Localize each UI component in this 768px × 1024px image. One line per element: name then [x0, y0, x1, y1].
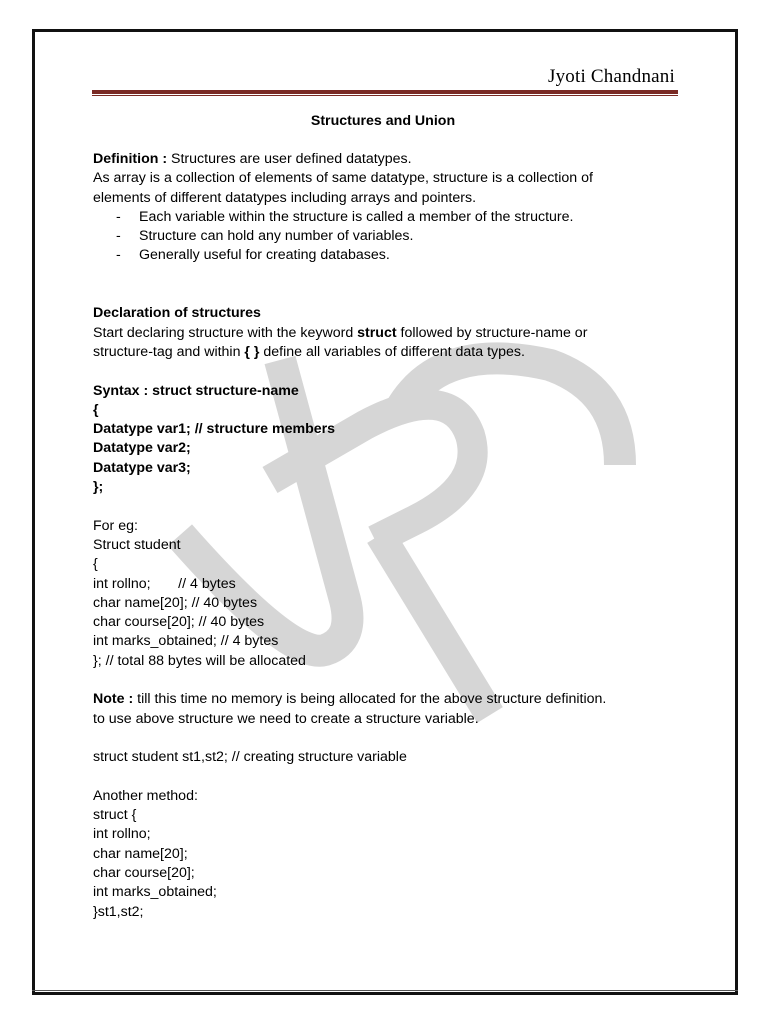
alt-method-line: char course[20];: [93, 864, 195, 881]
document-body: [93, 112, 693, 922]
example-line: {: [93, 556, 98, 573]
header-rule-thin: [92, 95, 678, 96]
alt-method-line: struct {: [93, 807, 137, 824]
syntax-line: Syntax : struct structure-name: [93, 382, 299, 399]
example-line: char course[20]; // 40 bytes: [93, 614, 265, 631]
page-border-inner-line: [32, 990, 738, 991]
example-line: Struct student: [93, 536, 181, 553]
alt-method-line: char name[20];: [93, 845, 188, 862]
dash-bullet-icon: -: [116, 228, 121, 245]
paragraph-line: As array is a collection of elements of same datatype, structure is a collection of: [93, 170, 593, 187]
variable-declaration-line: struct student st1,st2; // creating structure variable: [93, 749, 407, 766]
bullet-item: - Structure can hold any number of variables.: [93, 227, 693, 246]
syntax-line: Datatype var3;: [93, 459, 191, 476]
example-line: int marks_obtained; // 4 bytes: [93, 633, 279, 650]
definition-label: Definition :: [93, 151, 168, 167]
document-title: Structures and Union: [310, 113, 456, 129]
keyword: struct: [357, 324, 397, 341]
example-line: }; // total 88 bytes will be allocated: [93, 652, 306, 669]
keyword: { }: [244, 343, 260, 360]
dash-bullet-icon: -: [116, 208, 121, 225]
dash-bullet-icon: -: [116, 247, 121, 264]
header-rule-thick: [92, 90, 678, 94]
paragraph-line: structure-tag and within { } define all variables of different data types.: [93, 343, 525, 360]
note-line: to use above structure we need to create a structure variable.: [93, 710, 479, 727]
paragraph-line: Start declaring structure with the keyword struct followed by structure-name or: [93, 324, 588, 341]
section-heading: Declaration of structures: [93, 305, 261, 322]
note-line: Note : till this time no memory is being allocated for the above structure definition.: [93, 691, 607, 708]
alt-method-line: }st1,st2;: [93, 903, 144, 920]
example-line: int rollno; // 4 bytes: [93, 575, 236, 592]
alt-method-line: int rollno;: [93, 826, 151, 843]
paragraph-line: elements of different datatypes including arrays and pointers.: [93, 189, 477, 206]
bullet-item: - Each variable within the structure is called a member of the structure.: [93, 208, 693, 227]
author-name: Jyoti Chandnani: [547, 66, 675, 87]
example-line: For eg:: [93, 517, 138, 534]
bullet-item: - Generally useful for creating databases.: [93, 246, 693, 265]
syntax-line: Datatype var2;: [93, 440, 191, 457]
syntax-line: };: [93, 479, 104, 496]
alt-method-line: int marks_obtained;: [93, 884, 217, 901]
definition-line: [93, 150, 693, 169]
syntax-line: {: [93, 401, 99, 418]
example-line: char name[20]; // 40 bytes: [93, 594, 258, 611]
note-label: Note :: [93, 691, 134, 708]
definition-text: Structures are user defined datatypes.: [167, 151, 412, 167]
alt-method-line: Another method:: [93, 787, 198, 804]
syntax-line: Datatype var1; // structure members: [93, 421, 336, 438]
